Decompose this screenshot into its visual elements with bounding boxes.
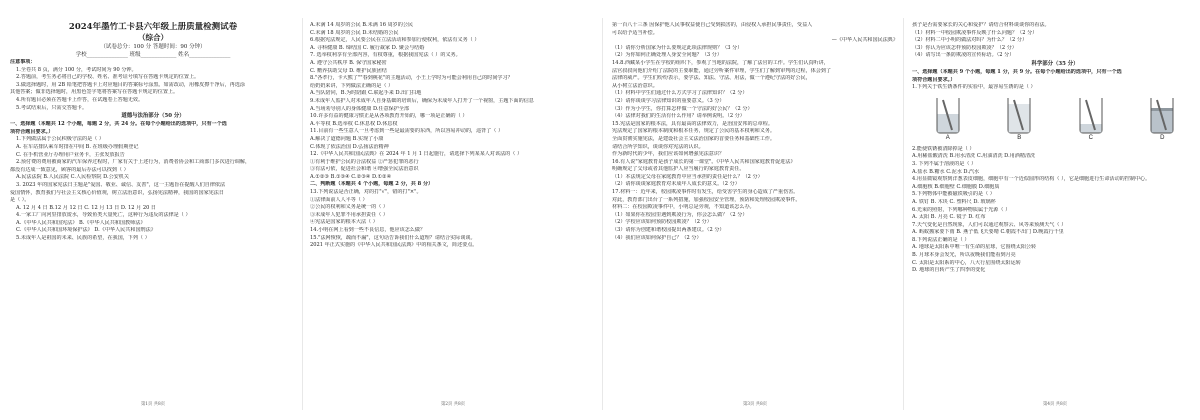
question-lines [10,136,296,242]
question-line: 1.下列关于铁生锈条件的实验中，最容易生锈的是（ ） [912,84,1036,91]
exam-subtitle: （综合） [138,33,168,42]
question-line: （1）本法规定父母在家庭教育中应当承担的责任是什么？（2 分） [612,173,763,180]
notes-heading: 注意事项： [10,59,36,65]
question-line: 1.下列做法属于公民积极守法的是（ ） [16,136,104,143]
beaker-figure [912,96,1198,144]
beaker-d [1147,96,1177,144]
question-line: （2）为你如何正确处理人身安全问题？（3 分） [612,52,722,59]
part1-heading: 一、选择题（本题共 12 个小题，每题 2 分，共 24 分。在每个小题给出的选项中，只有一个选 [10,121,227,128]
note-item: 其他答案；做非选择题时，用黑色签字笔将答案写在答题卡规定的位置上。 [10,89,179,96]
question-line: 爱国情怀，教育我们与社会主义核心价值观，树立法治意识，弘扬宪法精神，我国的国家宪法日 [10,189,224,196]
question-line: 5.未成年人是祖国的未来、民族的希望，在我国，下列（ ） [16,235,150,242]
question-line: D. 地球的自转产生了四季的变化 [912,267,986,274]
beaker-label: C [1088,134,1093,141]
question-line: 2.预付费的费用被商家的汽车保养过程时，厂家有关于上述行为，消费者协会和工商部门多次进行调解， [16,159,251,166]
question-line: 第一百八十三条 因保护他人民事权益使自己受到损害的，由侵权人承担民事责任，受益人 [612,22,813,28]
question-line: ③有法可依，促进社会和谐 ④增强全民法治意识 [310,166,419,173]
question-line: 宪法规定了国家的根本制度和根本任务，规定了公民的基本权利和义务。 [612,128,776,135]
question-line: 全面贯彻实施宪法，是建设社会主义法治国家的首要任务和基础性工作。 [612,135,776,142]
question-line: 14.8.西藏某小学生在学校的组织下，参观了当地的法院，了解了法官的工作。学生们认真听讲， [612,59,829,66]
question-line: （1）材料一中校园欺凌事件反映了什么问题？（2 分） [912,29,1038,36]
question-line: （1）材料中学生们通过什么方式学习了法律知识？（2 分） [612,90,748,97]
question-line: A. 遵守公共秩序 B. 保守国家秘密 [310,59,387,66]
question-line: 10.许多有益的健康习惯正是从各项教育开始的，哪一项是正确的（ ） [310,113,468,120]
question-line: 材料二：在校园欺凌事件中，小明总是旁观，不知道该怎么办。 [612,204,755,211]
question-line: 4.用显微镜观察到洋葱表皮细胞，细胞中有一个近似圆形的结构（ ），它是细胞进行生命活动的控制中心。 [912,176,1151,183]
question-line: 作为新时代的少年，我们应该如何增强宪法意识？ [612,151,725,158]
question-line: A.用稀盐酸清洗 B.用水清洗 C.用油清洗 D.用酒精清洗 [912,153,1036,160]
part1-heading-cont: 项符合题目要求。） [10,128,54,135]
question-line: 3. 2023 年的国家宪法日主题是"爱国、敬业、诚信、友善"，这一主题旨在提醒人们自律依法 [16,181,226,188]
question-line: C.《中华人民共和国环境保护法》 D.《中华人民共和国刑法》 [16,227,156,234]
question-line: （3）请你为创建和谐校园提出两条建议。（2 分） [612,227,725,234]
question-line: C. 太阳是太阳系的中心，八大行星围绕太阳运转 [912,259,1021,266]
question-line: 16.有人说"家庭教育是孩子成长的第一课堂"。《中华人民共和国家庭教育促进法》 [612,158,796,165]
question-line: 明确规定了父母或者其他监护人应当履行的家庭教育责任。 [612,166,745,173]
question-line: 可以给予适当补偿。 [612,29,658,36]
question-line: A. 寻科健康 B. 缔结国 C. 履行裁家 D. 聚会与结婚 [310,44,425,51]
note-item: 1.全卷共 8 页，满分 100 分，考试时间为 90 分钟。 [16,66,137,73]
section-heading-science: 科学部分（35 分） [1031,60,1079,67]
question-line: 孩子是否需要家长的关心和爱护？请结合材料谈谈你的看法。 [912,22,1050,28]
note-item: 5.考试结束后，只需交答题卡。 [16,104,88,111]
question-line: （4）请写出一条防欺凌的宣传标语。（2 分） [912,52,1015,59]
note-item: 3.做选择题时，用 2B 铅笔把答题卡上对应题目的答案标号涂黑。如需改动，用橡皮擦干净后，再选涂 [16,81,246,88]
question-line: 7. 选举权利享有全部内容，有权尊重，根据我国宪法（ ）的义务。 [310,52,461,59]
question-line: 2.能使铁锈被清除掉是（ ） [912,145,975,152]
question-line: 对此，教育部门出台了一系列措施，加强校园安全管理，预防和处理校园欺凌事件。 [612,196,801,203]
source-citation: —《中华人民共和国民法典》 [831,37,898,44]
question-line: A.《中华人民共和国宪法》 B.《中华人民共和国教师法》 [16,219,146,226]
question-line: A. 铁钉 B. 木块 C. 塑料尺 D. 玻璃杯 [912,198,996,205]
question-line: 8.下列说法正确的是（ ） [912,236,970,243]
question-line: 12.《中华人民共和国民法典》在 2024 年 1 月 1 日起施行，请选择下列某某人对该法的（ ） [310,151,523,158]
section-heading-morality: 道德与法治部分（50 分） [121,113,185,120]
question-line: （2）学校应该如何预防校园欺凌？（2 分） [612,219,712,226]
question-line: A. 太阳 B. 月亮 C. 镜子 D. 红布 [912,214,986,221]
question-line: A. 地球是太阳系中唯一有生命的星球，它围绕太阳公转 [912,244,1037,251]
question-line: 6.根据宪法规定，人民要公民在立法活动和参加行使权利，依法有义务（ ） [310,37,480,44]
question-line: B. 月球本身会发光，所以夜晚我们能看到月亮 [912,252,1016,259]
beaker-label: B [1017,134,1022,141]
page-3 [612,22,898,402]
question-line: 15."法网恢恢，疏而不漏"，这句话告诉我们什么道理？请结合实际谈谈。 [310,234,476,241]
question-line: （3）你认为应该怎样预防校园欺凌？（2 分） [912,44,1017,51]
question-line: A.细胞核 B.细胞壁 C.细胞膜 D.细胞质 [912,183,1000,190]
question-line: ①有利于维护公民的合法权益 ②严惩犯罪的恶行 [310,158,419,165]
question-line: 13.下列说法是否正确，对的打"√"，错的打"×"。 [310,189,422,196]
page-2 [310,22,596,402]
exam-title: 2024年墨竹工卡县六年级上册质量检测试卷 [68,22,238,32]
page-footer: 第2页 共8页 [440,402,466,407]
question-line: A.盐水 B.糖水 C.泥水 D.汽水 [912,168,980,175]
page-divider [903,18,904,410]
question-line: 法官叔叔向他们介绍了法院的主要职能，通过旁听案件审理，学生们了解到审判的过程，体会到了 [612,67,832,74]
beaker-a [933,96,963,144]
question-line: A.当场劝导别人的身体健康 D.任意保护全部 [310,105,410,112]
page-1 [10,22,296,402]
question-line: 17.材料一：近年来，校园欺凌事件时有发生，给受害学生的身心造成了严重伤害。 [612,189,799,196]
question-line: （2）材料二中小明的做法对吗？为什么？（2 分） [912,37,1028,44]
question-line: 是（ ）。 [10,197,30,204]
question-line: 15.宪法是国家的根本法，具有最高的法律效力，是治国安邦的总章程。 [612,120,773,127]
beaker-c-icon [1076,96,1106,134]
question-line: 都没有达成一致意见，顾客的最后办法可以找到（ ） [10,166,129,173]
question-line: ①法律面前人人平等（ ） [310,196,368,203]
question-line: 2021 年正式实施的《中华人民共和国民法典》中的相关条文，简述要点。 [310,242,478,249]
page-divider [602,18,603,410]
question-line: C. 赡养扶助父母 D. 维护民族团结 [310,67,387,74]
question-line: （4）法律对我们的生活有什么作用？请举例说明。（2 分） [612,113,745,120]
exam-info: （试卷总分：100 分 答题时间：90 分钟） [100,44,206,50]
page-footer: 第3页 共8页 [742,402,768,407]
beaker-b [1004,96,1034,144]
science-part1-heading-cont: 项符合题目要求。） [912,76,956,83]
page-divider [302,18,303,410]
question-line: 请结合所学知识，谈谈你对宪法的认识。 [612,143,704,150]
question-line: 5.下列物体中能被磁铁吸引的是（ ） [912,191,995,198]
part2-heading: 二、判断题（本题共 4 个小题，每题 2 分，共 8 分） [310,181,434,188]
question-line: 4.一家工厂向河里排放废水，导致鱼类大量死亡，这种行为违反的法律是（ ） [16,212,191,219]
question-line: （1）请你分析国家为什么要规定此项法律规则？（3 分） [612,44,743,51]
question-line: 11.目前有一些生意人一旦考虑到一些是最需要的东西，所以容易冲动的，违背了（ ） [310,128,504,135]
question-line: A. 在车站排队乘车时排在中间 B. 在班级办理假期登记 [16,143,139,150]
beaker-d-icon [1147,96,1177,134]
question-line: 9.未成年人监护人对未成年人自身基础的培训后，确保为未成年人打开了一个视窗，主题下面的信息 [310,97,534,104]
page-4 [912,22,1198,402]
question-line: A.解决了道德问题 B.实现了小康 [310,135,384,142]
question-line: C. 在手机营业厅办理用户业务卡，主张发放报告 [16,151,125,158]
science-part1-heading: 一、选择题（本题共 9 个小题，每题 1 分，共 9 分。在每个小题给出的选项中，只有一个选 [912,68,1122,75]
question-line: C.未满 18 周岁的公民 D.未结婚的公民 [310,29,399,36]
beaker-label: D [1160,134,1165,141]
beaker-c [1076,96,1106,144]
question-line: A.民法法院 B.人民法院 C.人民检察院 D.公安机关 [16,174,129,181]
question-line: 从小树立法治意识。 [612,82,658,89]
beaker-b-icon [1004,96,1034,134]
question-line: （2）请你谈谈学习法律知识的重要意义。（3 分） [612,97,725,104]
question-line: ③未成年人犯罪不用承担责任（ ） [310,211,389,218]
question-line: （1）如果你在校园里遇到欺凌行为，你会怎么做？（2 分） [612,211,748,218]
question-line: 6.光束的照射，下列哪种物质属于光源（ ） [912,206,1011,213]
question-line: 法律的威严。学生们纷纷表示，要学法、知法、守法、用法，做一个遵纪守法的好公民， [612,75,811,82]
question-line: A.未满 14 周岁的公民 B.未满 16 周岁的公民 [310,22,414,28]
question-line: A.平等权 B.选举权 C.休息权 D.休息权 [310,120,398,127]
question-line: （2）请你谈谈家庭教育对未成年人成长的意义。（2 分） [612,181,740,188]
question-line: A. 蚂蚁搬家要下雨 B. 燕子低飞天要晴 C.朝霞不出门 D.晚霞行千里 [912,229,1064,236]
page-footer: 第1页 共8页 [140,402,166,407]
page-footer: 第4页 共8页 [1042,402,1068,407]
note-item: 2.答题前，考生务必将自己的学校、姓名、准考证号填写在答题卡规定的位置上。 [16,74,200,81]
notes-list [10,67,296,113]
question-line: A.①②③ B.①③④ C.②③④ D.①②④ [310,173,392,180]
question-line: C.体现了依法治国 D.弘扬法治精神 [310,143,389,150]
beaker-a-icon [933,96,963,134]
question-line: ②公民的权利和义务是统一的（ ） [310,204,389,211]
question-line: A. 12 月 4 日 B.12 月 12 日 C. 12 月 13 日 D. 12 月 20 日 [16,204,157,211]
question-line: 给奶奶来讲，下列做法正确的是（ ） [310,82,394,89]
question-line: （4）我们应该如何保护自己？（2 分） [612,234,702,241]
question-line: 7.天气变化是自然现象，人们可以通过观察云、风等来预测天气（ ） [912,221,1067,228]
question-line: ④宪法是国家的根本大法（ ） [310,219,378,226]
student-fields: 学校_______________ 班级_____________ 姓名_______________ [75,52,231,58]
question-line: 14.小明在网上看到一些不良信息，他应该怎么做？ [310,227,426,234]
question-line: 3. 下列不属于溶液的是（ ） [912,160,977,167]
beaker-label: A [945,134,950,141]
note-item: 4.所有题目必须在答题卡上作答，在试题卷上答题无效。 [16,96,144,103]
question-line: 8."各孝行，卡大熊了""春到桃花"的主题活动，小王上学时为可能会利用自己的时间学习？ [310,75,513,82]
question-line: A.当队陪同，B.为时陪跟 C.联起手来 D.出门扫地 [310,90,422,97]
question-line: （3）作为小学生，你打算怎样做一个守法的好公民？（2 分） [612,105,753,112]
